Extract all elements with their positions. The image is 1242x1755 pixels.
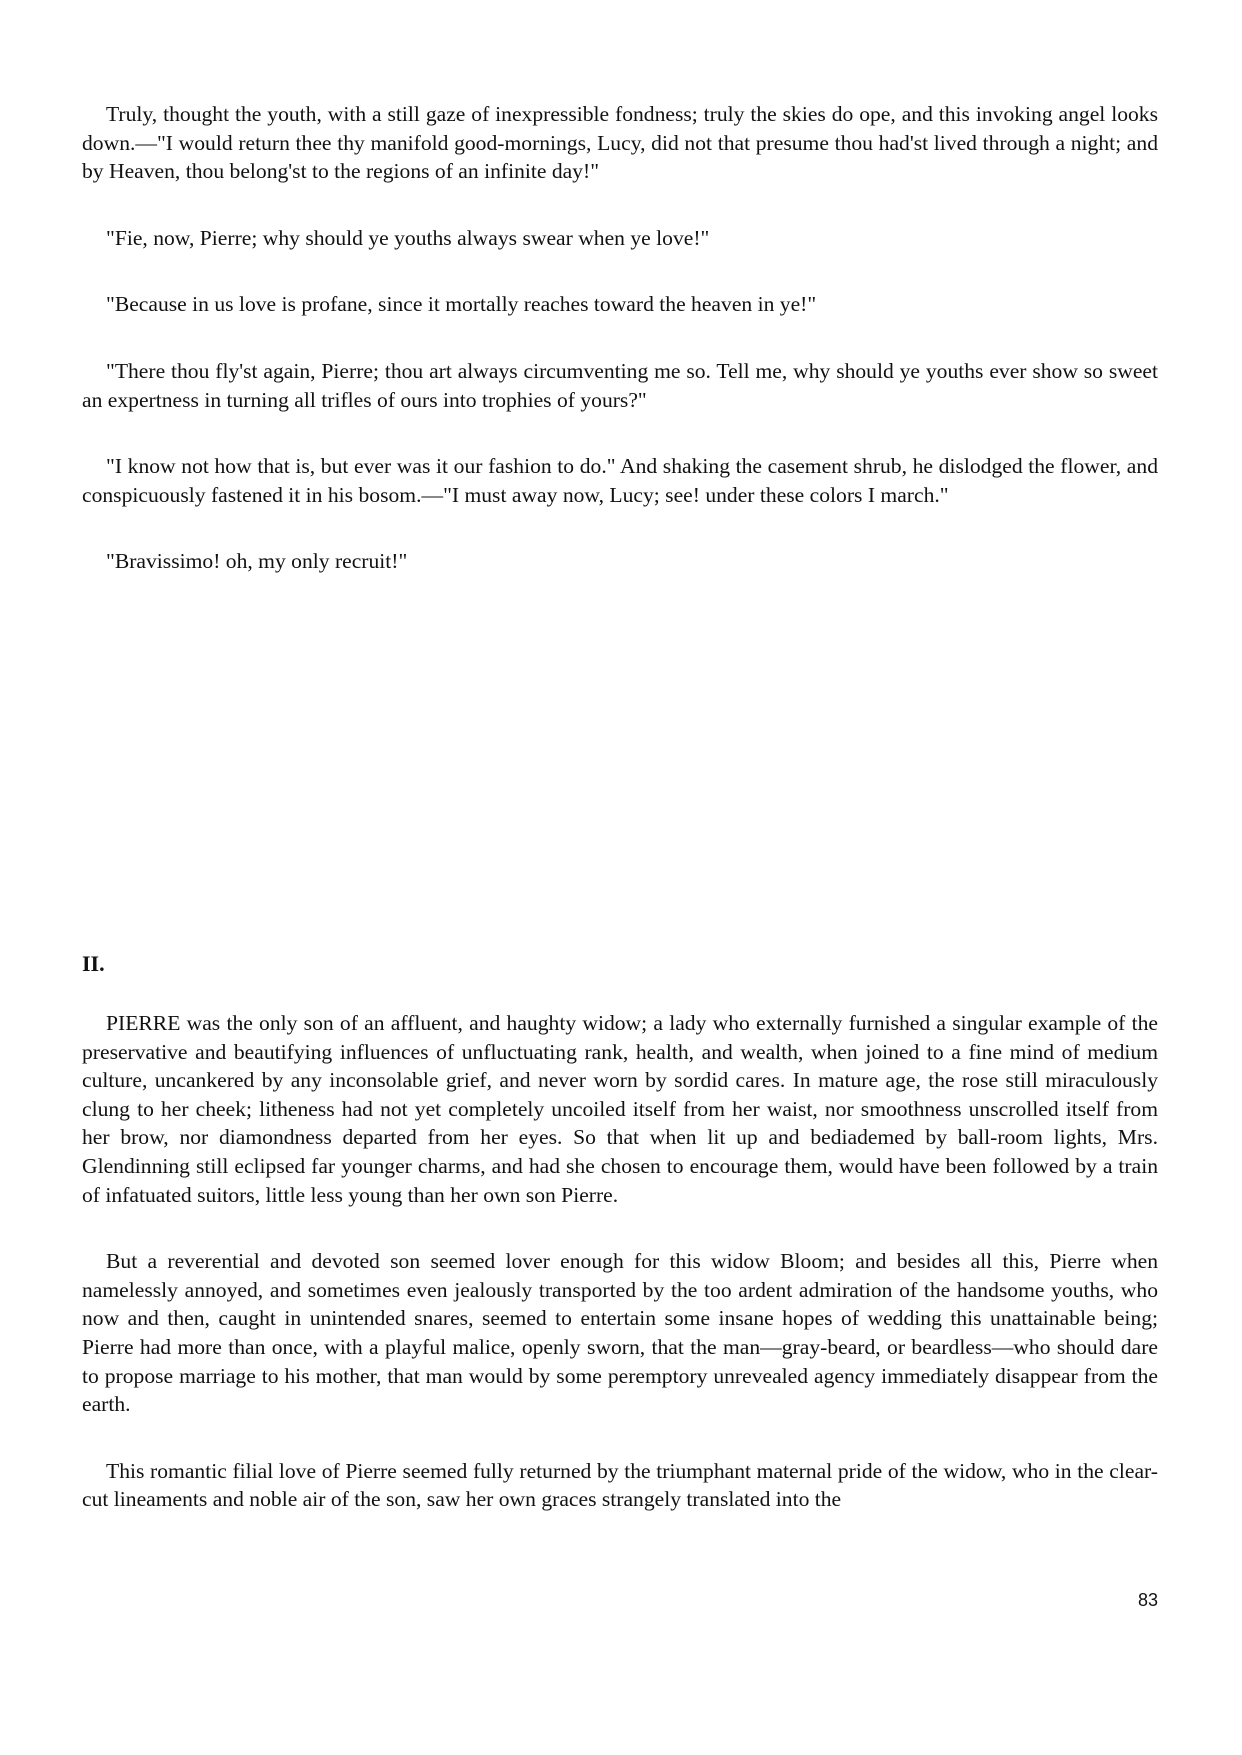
paragraph: "There thou fly'st again, Pierre; thou art always circumventing me so. Tell me, why should ye youths ever show so sweet an expertness in turning all trifles of ours into trophies of yours?" bbox=[82, 358, 1158, 412]
paragraph: "Bravissimo! oh, my only recruit!" bbox=[106, 549, 408, 574]
paragraph: PIERRE was the only son of an affluent, and haughty widow; a lady who externally furnished a singular example of the preservative and beautifying influences of unfluctuating rank, health, and wealth, when joined to a fine mind of medium culture, uncankered by any inconsolable grief, and never worn by sordid cares. In mature age, the rose still miraculously clung to her cheek; litheness had not yet completely uncoiled itself from her waist, nor smoothness unscrolled itself from her brow, nor diamondness departed from her eyes. So that when lit up and bediademed by ball-room lights, Mrs. Glendinning still eclipsed far younger charms, and had she chosen to encourage them, would have been followed by a train of infatuated suitors, little less young than her own son Pierre. bbox=[82, 1011, 1158, 1207]
paragraph: Truly, thought the youth, with a still gaze of inexpressible fondness; truly the skies do ope, and this invoking angel looks down.—"I would return thee thy manifold good-mornings, Lucy, did not that presume thou had'st lived through a night; and by Heaven, thou belong'st to the regions of an infinite day!" bbox=[82, 102, 1158, 184]
paragraph: "I know not how that is, but ever was it our fashion to do." And shaking the casement shrub, he dislodged the flower, and conspicuously fastened it in his bosom.—"I must away now, Lucy; see! under these colors I march." bbox=[82, 454, 1158, 507]
section-2 bbox=[82, 1009, 1158, 1552]
chapter-heading: II. bbox=[82, 951, 105, 976]
paragraph: But a reverential and devoted son seemed lover enough for this widow Bloom; and besides all this, Pierre when namelessly annoyed, and sometimes even jealously transported by the too ardent admiration of the handsome youths, who now and then, caught in unintended snares, seemed to entertain some insane hopes of wedding this unattainable being; Pierre had more than once, with a playful malice, openly sworn, that the man—gray-beard, or beardless—who should dare to propose marriage to his mother, that man would by some peremptory unrevealed agency immediately disappear from the earth. bbox=[82, 1249, 1158, 1417]
page-number: 83 bbox=[1137, 1590, 1158, 1610]
section-1 bbox=[82, 100, 1158, 614]
paragraph: This romantic filial love of Pierre seemed fully returned by the triumphant maternal pride of the widow, who in the clear-cut lineaments and noble air of the son, saw her own graces strangely translated into the bbox=[82, 1458, 1158, 1512]
paragraph: "Fie, now, Pierre; why should ye youths always swear when ye love!" bbox=[106, 225, 710, 250]
paragraph: "Because in us love is profane, since it mortally reaches toward the heaven in ye!" bbox=[106, 292, 817, 317]
